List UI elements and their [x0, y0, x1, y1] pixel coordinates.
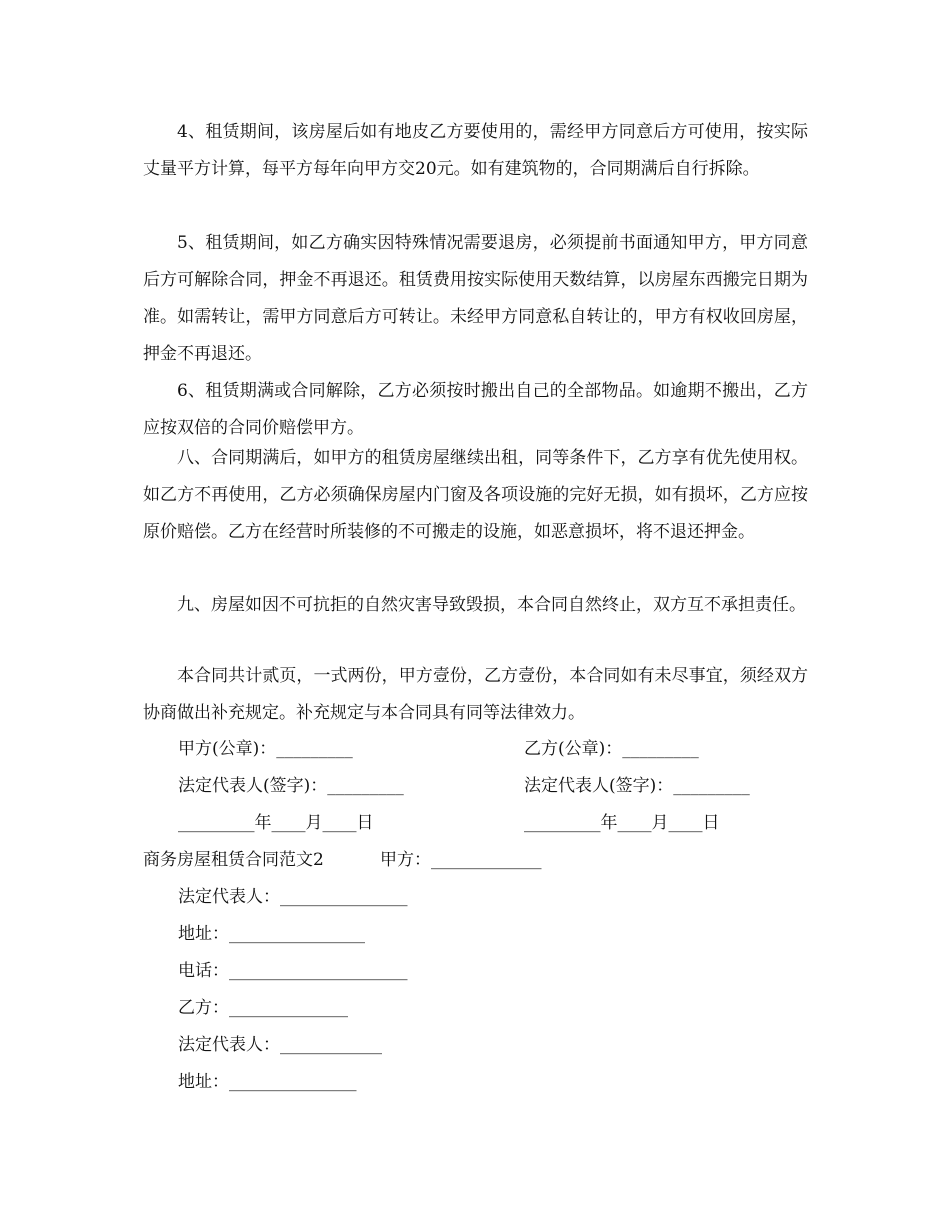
clause-8-paragraph: 八、合同期满后，如甲方的租赁房屋继续出租，同等条件下，乙方享有优先使用权。如乙方不再使用，乙方必须确保房屋内门窗及各项设施的完好无损，如有损坏，乙方应按原价赔偿。乙方在经营时所装修的不可搬走的设施，如恶意损坏，将不退还押金。 [143, 448, 808, 542]
party-b-representative-line: 法定代表人(签字)：_________ [524, 776, 750, 796]
second-contract-title: 商务房屋租赁合同范文2 [143, 850, 324, 870]
clause-6-paragraph: 6、租赁期满或合同解除，乙方必须按时搬出自己的全部物品。如逾期不搬出，乙方应按双倍的合同价赔偿甲方。 [143, 381, 808, 438]
party-a-date-line: _________年____月____日 [178, 813, 374, 833]
clause-4-paragraph: 4、租赁期间，该房屋后如有地皮乙方要使用的，需经甲方同意后方可使用，按实际丈量平方计算，每平方每年向甲方交20元。如有建筑物的，合同期满后自行拆除。 [143, 122, 808, 179]
second-contract-address-a: 地址：________________ [178, 924, 365, 944]
second-contract-party-a: 甲方：_____________ [380, 850, 542, 870]
closing-paragraph: 本合同共计贰页，一式两份，甲方壹份，乙方壹份，本合同如有未尽事宜，须经双方协商做出补充规定。补充规定与本合同具有同等法律效力。 [143, 666, 808, 723]
party-b-seal-line: 乙方(公章)：_________ [524, 739, 699, 759]
second-contract-legal-rep-b: 法定代表人：____________ [178, 1035, 382, 1055]
party-a-seal-line: 甲方(公章)：_________ [178, 739, 353, 759]
second-contract-address-b: 地址：_______________ [178, 1072, 357, 1092]
party-b-date-line: _________年____月____日 [524, 813, 720, 833]
second-contract-phone-a: 电话：_____________________ [178, 961, 408, 981]
second-contract-legal-rep-a: 法定代表人：_______________ [178, 887, 408, 907]
second-contract-party-b: 乙方：______________ [178, 998, 348, 1018]
clause-5-paragraph: 5、租赁期间，如乙方确实因特殊情况需要退房，必须提前书面通知甲方，甲方同意后方可解除合同，押金不再退还。租赁费用按实际使用天数结算，以房屋东西搬完日期为准。如需转让，需甲方同意后方可转让。未经甲方同意私自转让的，甲方有权收回房屋，押金不再退还。 [143, 233, 808, 364]
clause-9-paragraph: 九、房屋如因不可抗拒的自然灾害导致毁损，本合同自然终止，双方互不承担责任。 [177, 595, 806, 615]
party-a-representative-line: 法定代表人(签字)：_________ [178, 776, 404, 796]
